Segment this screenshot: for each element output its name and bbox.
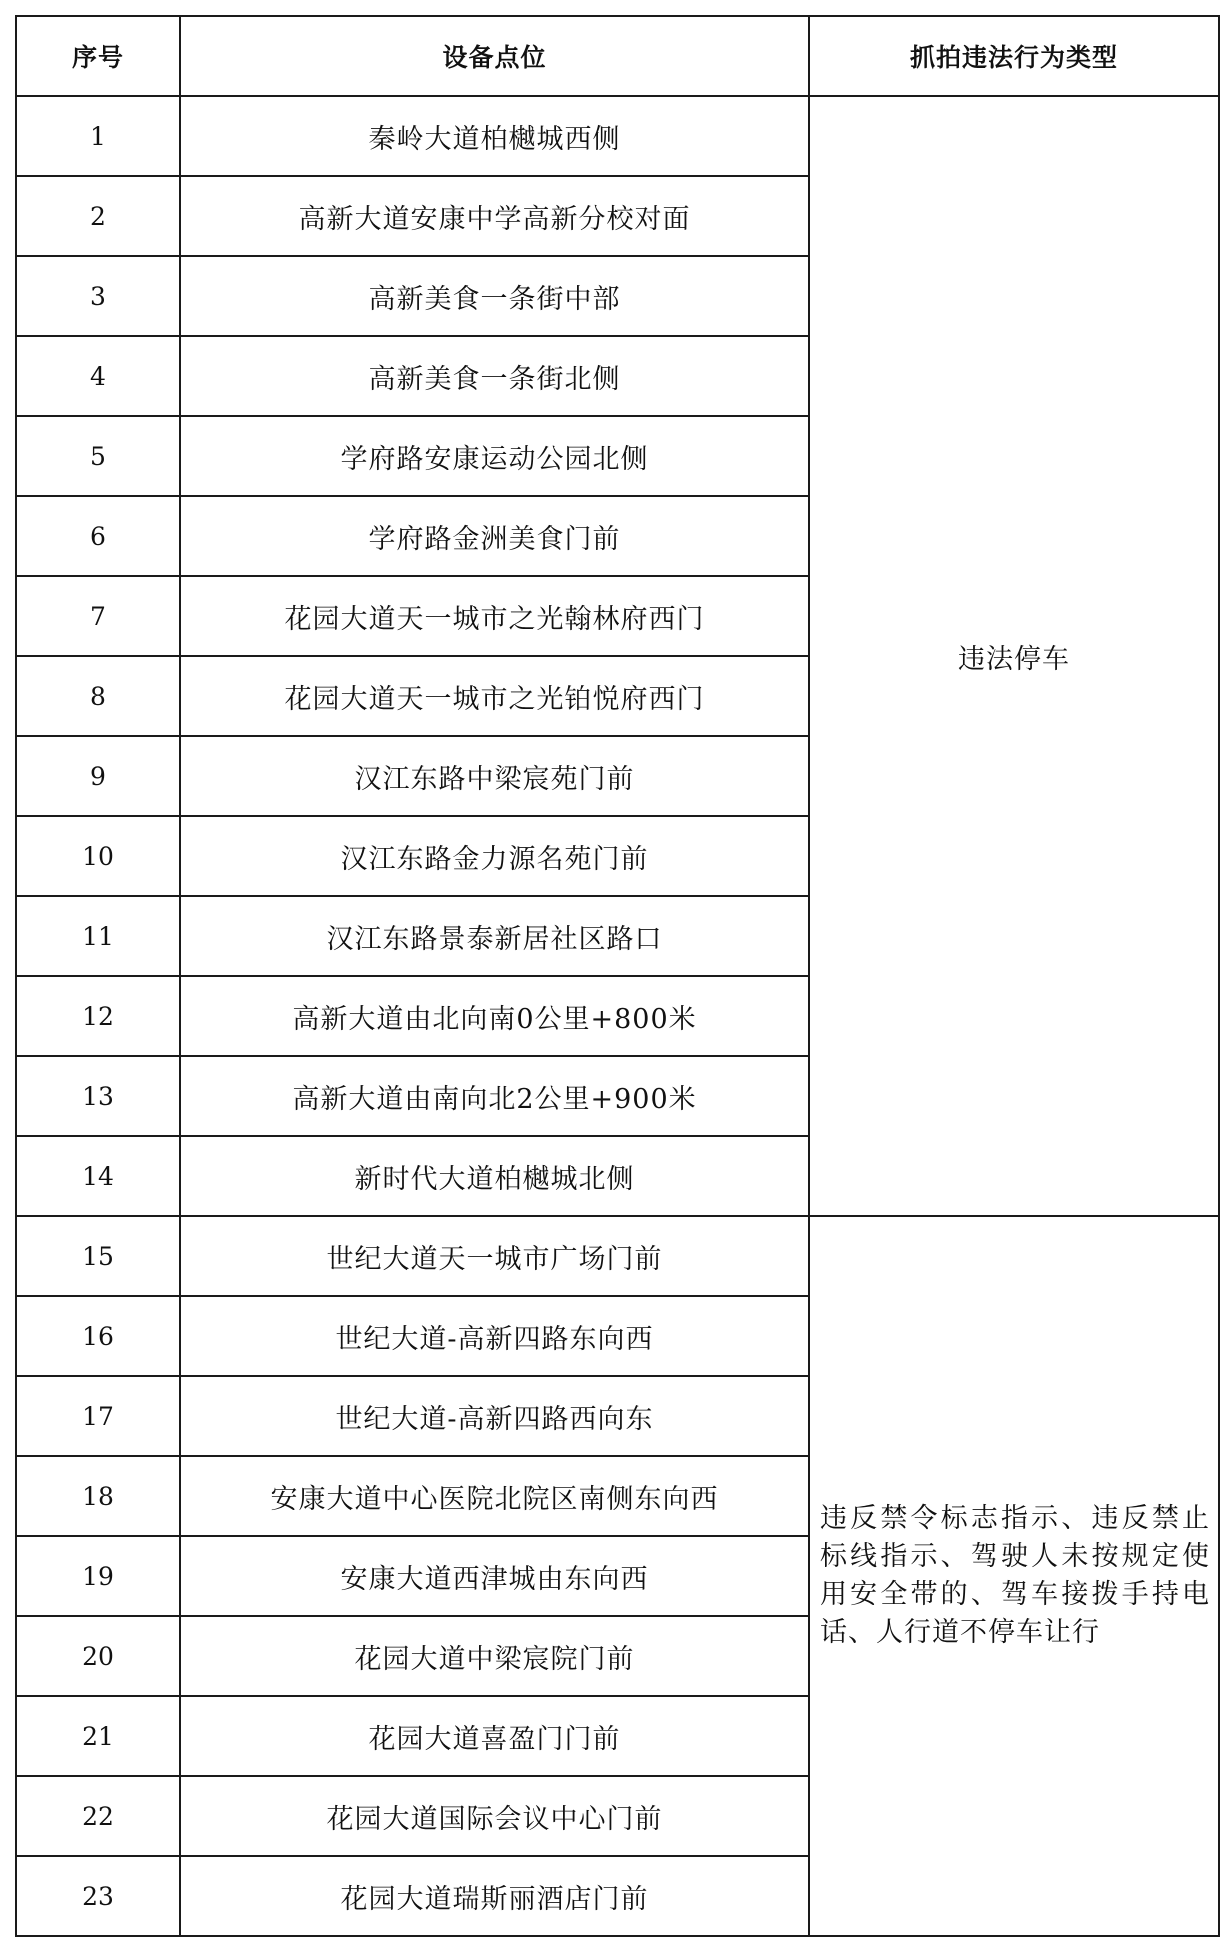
row-location: 花园大道瑞斯丽酒店门前 bbox=[180, 1856, 809, 1936]
row-location: 学府路金洲美食门前 bbox=[180, 496, 809, 576]
row-location: 高新美食一条街中部 bbox=[180, 256, 809, 336]
row-location: 花园大道中梁宸院门前 bbox=[180, 1616, 809, 1696]
row-location: 花园大道天一城市之光铂悦府西门 bbox=[180, 656, 809, 736]
row-number: 9 bbox=[16, 736, 180, 816]
row-number: 21 bbox=[16, 1696, 180, 1776]
row-location: 花园大道天一城市之光翰林府西门 bbox=[180, 576, 809, 656]
row-location: 汉江东路景泰新居社区路口 bbox=[180, 896, 809, 976]
row-number: 20 bbox=[16, 1616, 180, 1696]
row-location: 世纪大道天一城市广场门前 bbox=[180, 1216, 809, 1296]
row-number: 6 bbox=[16, 496, 180, 576]
row-number: 1 bbox=[16, 96, 180, 176]
row-location: 世纪大道-高新四路东向西 bbox=[180, 1296, 809, 1376]
row-number: 23 bbox=[16, 1856, 180, 1936]
row-location: 高新大道由北向南0公里+800米 bbox=[180, 976, 809, 1056]
row-location: 花园大道国际会议中心门前 bbox=[180, 1776, 809, 1856]
row-location: 花园大道喜盈门门前 bbox=[180, 1696, 809, 1776]
row-number: 2 bbox=[16, 176, 180, 256]
row-location: 学府路安康运动公园北侧 bbox=[180, 416, 809, 496]
row-location: 世纪大道-高新四路西向东 bbox=[180, 1376, 809, 1456]
row-number: 5 bbox=[16, 416, 180, 496]
row-location: 高新大道由南向北2公里+900米 bbox=[180, 1056, 809, 1136]
violation-type-traffic-rules: 违反禁令标志指示、违反禁止标线指示、驾驶人未按规定使用安全带的、驾车接拨手持电话、人行道不停车让行 bbox=[809, 1216, 1219, 1936]
row-number: 13 bbox=[16, 1056, 180, 1136]
row-number: 11 bbox=[16, 896, 180, 976]
header-number: 序号 bbox=[16, 16, 180, 96]
header-location: 设备点位 bbox=[180, 16, 809, 96]
row-number: 8 bbox=[16, 656, 180, 736]
row-location: 高新大道安康中学高新分校对面 bbox=[180, 176, 809, 256]
header-row bbox=[16, 16, 1219, 96]
row-number: 14 bbox=[16, 1136, 180, 1216]
row-number: 12 bbox=[16, 976, 180, 1056]
table-row bbox=[16, 96, 1219, 176]
row-number: 4 bbox=[16, 336, 180, 416]
row-location: 高新美食一条街北侧 bbox=[180, 336, 809, 416]
row-number: 16 bbox=[16, 1296, 180, 1376]
violation-type-parking: 违法停车 bbox=[809, 96, 1219, 1216]
row-number: 19 bbox=[16, 1536, 180, 1616]
row-location: 新时代大道柏樾城北侧 bbox=[180, 1136, 809, 1216]
row-number: 17 bbox=[16, 1376, 180, 1456]
row-number: 3 bbox=[16, 256, 180, 336]
row-number: 7 bbox=[16, 576, 180, 656]
device-table bbox=[15, 15, 1220, 1937]
table-row bbox=[16, 1216, 1219, 1296]
row-number: 22 bbox=[16, 1776, 180, 1856]
header-violation-type: 抓拍违法行为类型 bbox=[809, 16, 1219, 96]
row-location: 安康大道西津城由东向西 bbox=[180, 1536, 809, 1616]
row-number: 18 bbox=[16, 1456, 180, 1536]
row-location: 汉江东路中梁宸苑门前 bbox=[180, 736, 809, 816]
row-number: 10 bbox=[16, 816, 180, 896]
row-location: 安康大道中心医院北院区南侧东向西 bbox=[180, 1456, 809, 1536]
row-location: 汉江东路金力源名苑门前 bbox=[180, 816, 809, 896]
row-number: 15 bbox=[16, 1216, 180, 1296]
row-location: 秦岭大道柏樾城西侧 bbox=[180, 96, 809, 176]
